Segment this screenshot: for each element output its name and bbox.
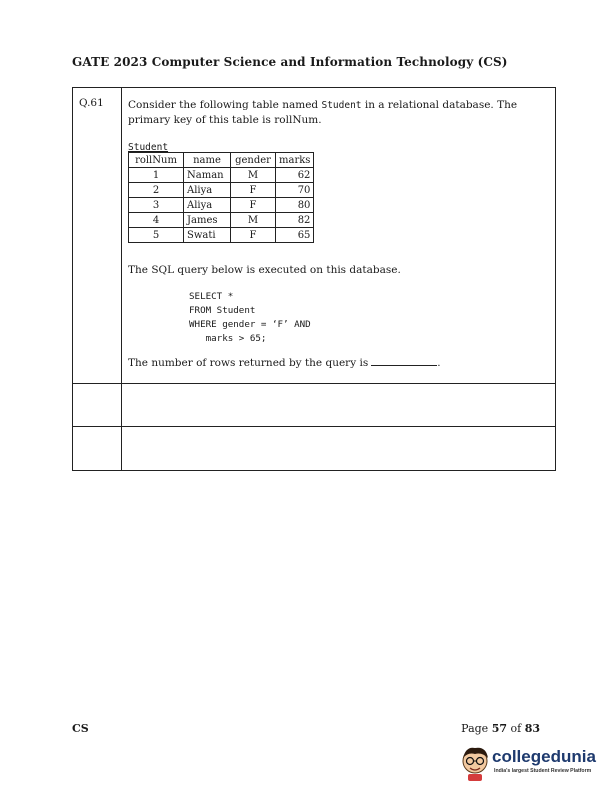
table-cell: 82 (276, 213, 314, 228)
row-divider (73, 383, 555, 384)
document-header: GATE 2023 Computer Science and Information Technology (CS) (72, 55, 508, 69)
table-cell: 3 (129, 198, 184, 213)
table-cell: 5 (129, 228, 184, 243)
table-cell: 1 (129, 168, 184, 183)
table-cell: 2 (129, 183, 184, 198)
table-cell: 80 (276, 198, 314, 213)
table-caption: Student (128, 142, 169, 153)
table-cell: F (231, 183, 276, 198)
table-cell: Naman (184, 168, 231, 183)
answer-blank (371, 356, 437, 366)
student-table (128, 152, 314, 243)
sql-line: WHERE gender = ‘F’ AND (189, 319, 311, 330)
logo-tagline: India's largest Student Review Platform (494, 768, 592, 774)
table-cell: M (231, 168, 276, 183)
collegedunia-logo (458, 744, 598, 784)
table-cell: Swati (184, 228, 231, 243)
table-row (129, 198, 314, 213)
footer-page-number: Page 57 of 83 (461, 722, 540, 735)
table-cell: F (231, 228, 276, 243)
mascot-icon (458, 744, 492, 782)
sql-query-block (189, 290, 311, 346)
table-cell: 4 (129, 213, 184, 228)
footer-paper-code: CS (72, 722, 89, 735)
column-header: marks (276, 153, 314, 168)
column-header: gender (231, 153, 276, 168)
table-cell: Aliya (184, 198, 231, 213)
table-cell: James (184, 213, 231, 228)
table-row (129, 228, 314, 243)
question-stem: Consider the following table named Student in a relational database. The primary key of this table is rollNum. (128, 99, 518, 126)
table-row (129, 168, 314, 183)
table-cell: 70 (276, 183, 314, 198)
question-box (72, 87, 556, 471)
table-row (129, 213, 314, 228)
column-header: name (184, 153, 231, 168)
sql-line: FROM Student (189, 305, 256, 316)
column-header: rollNum (129, 153, 184, 168)
question-number: Q.61 (79, 97, 104, 109)
table-cell: 62 (276, 168, 314, 183)
sql-line: SELECT * (189, 291, 234, 302)
logo-wordmark: collegedunia (492, 747, 596, 766)
query-intro-text: The SQL query below is executed on this database. (128, 264, 401, 276)
table-cell: 65 (276, 228, 314, 243)
table-cell: Aliya (184, 183, 231, 198)
table-row (129, 183, 314, 198)
table-cell: M (231, 213, 276, 228)
column-divider (121, 88, 122, 470)
row-divider (73, 426, 555, 427)
sql-line: marks > 65; (189, 333, 267, 344)
table-header-row (129, 153, 314, 168)
table-cell: F (231, 198, 276, 213)
table-name-code: Student (321, 100, 362, 111)
question-prompt: The number of rows returned by the query is . (128, 357, 441, 369)
